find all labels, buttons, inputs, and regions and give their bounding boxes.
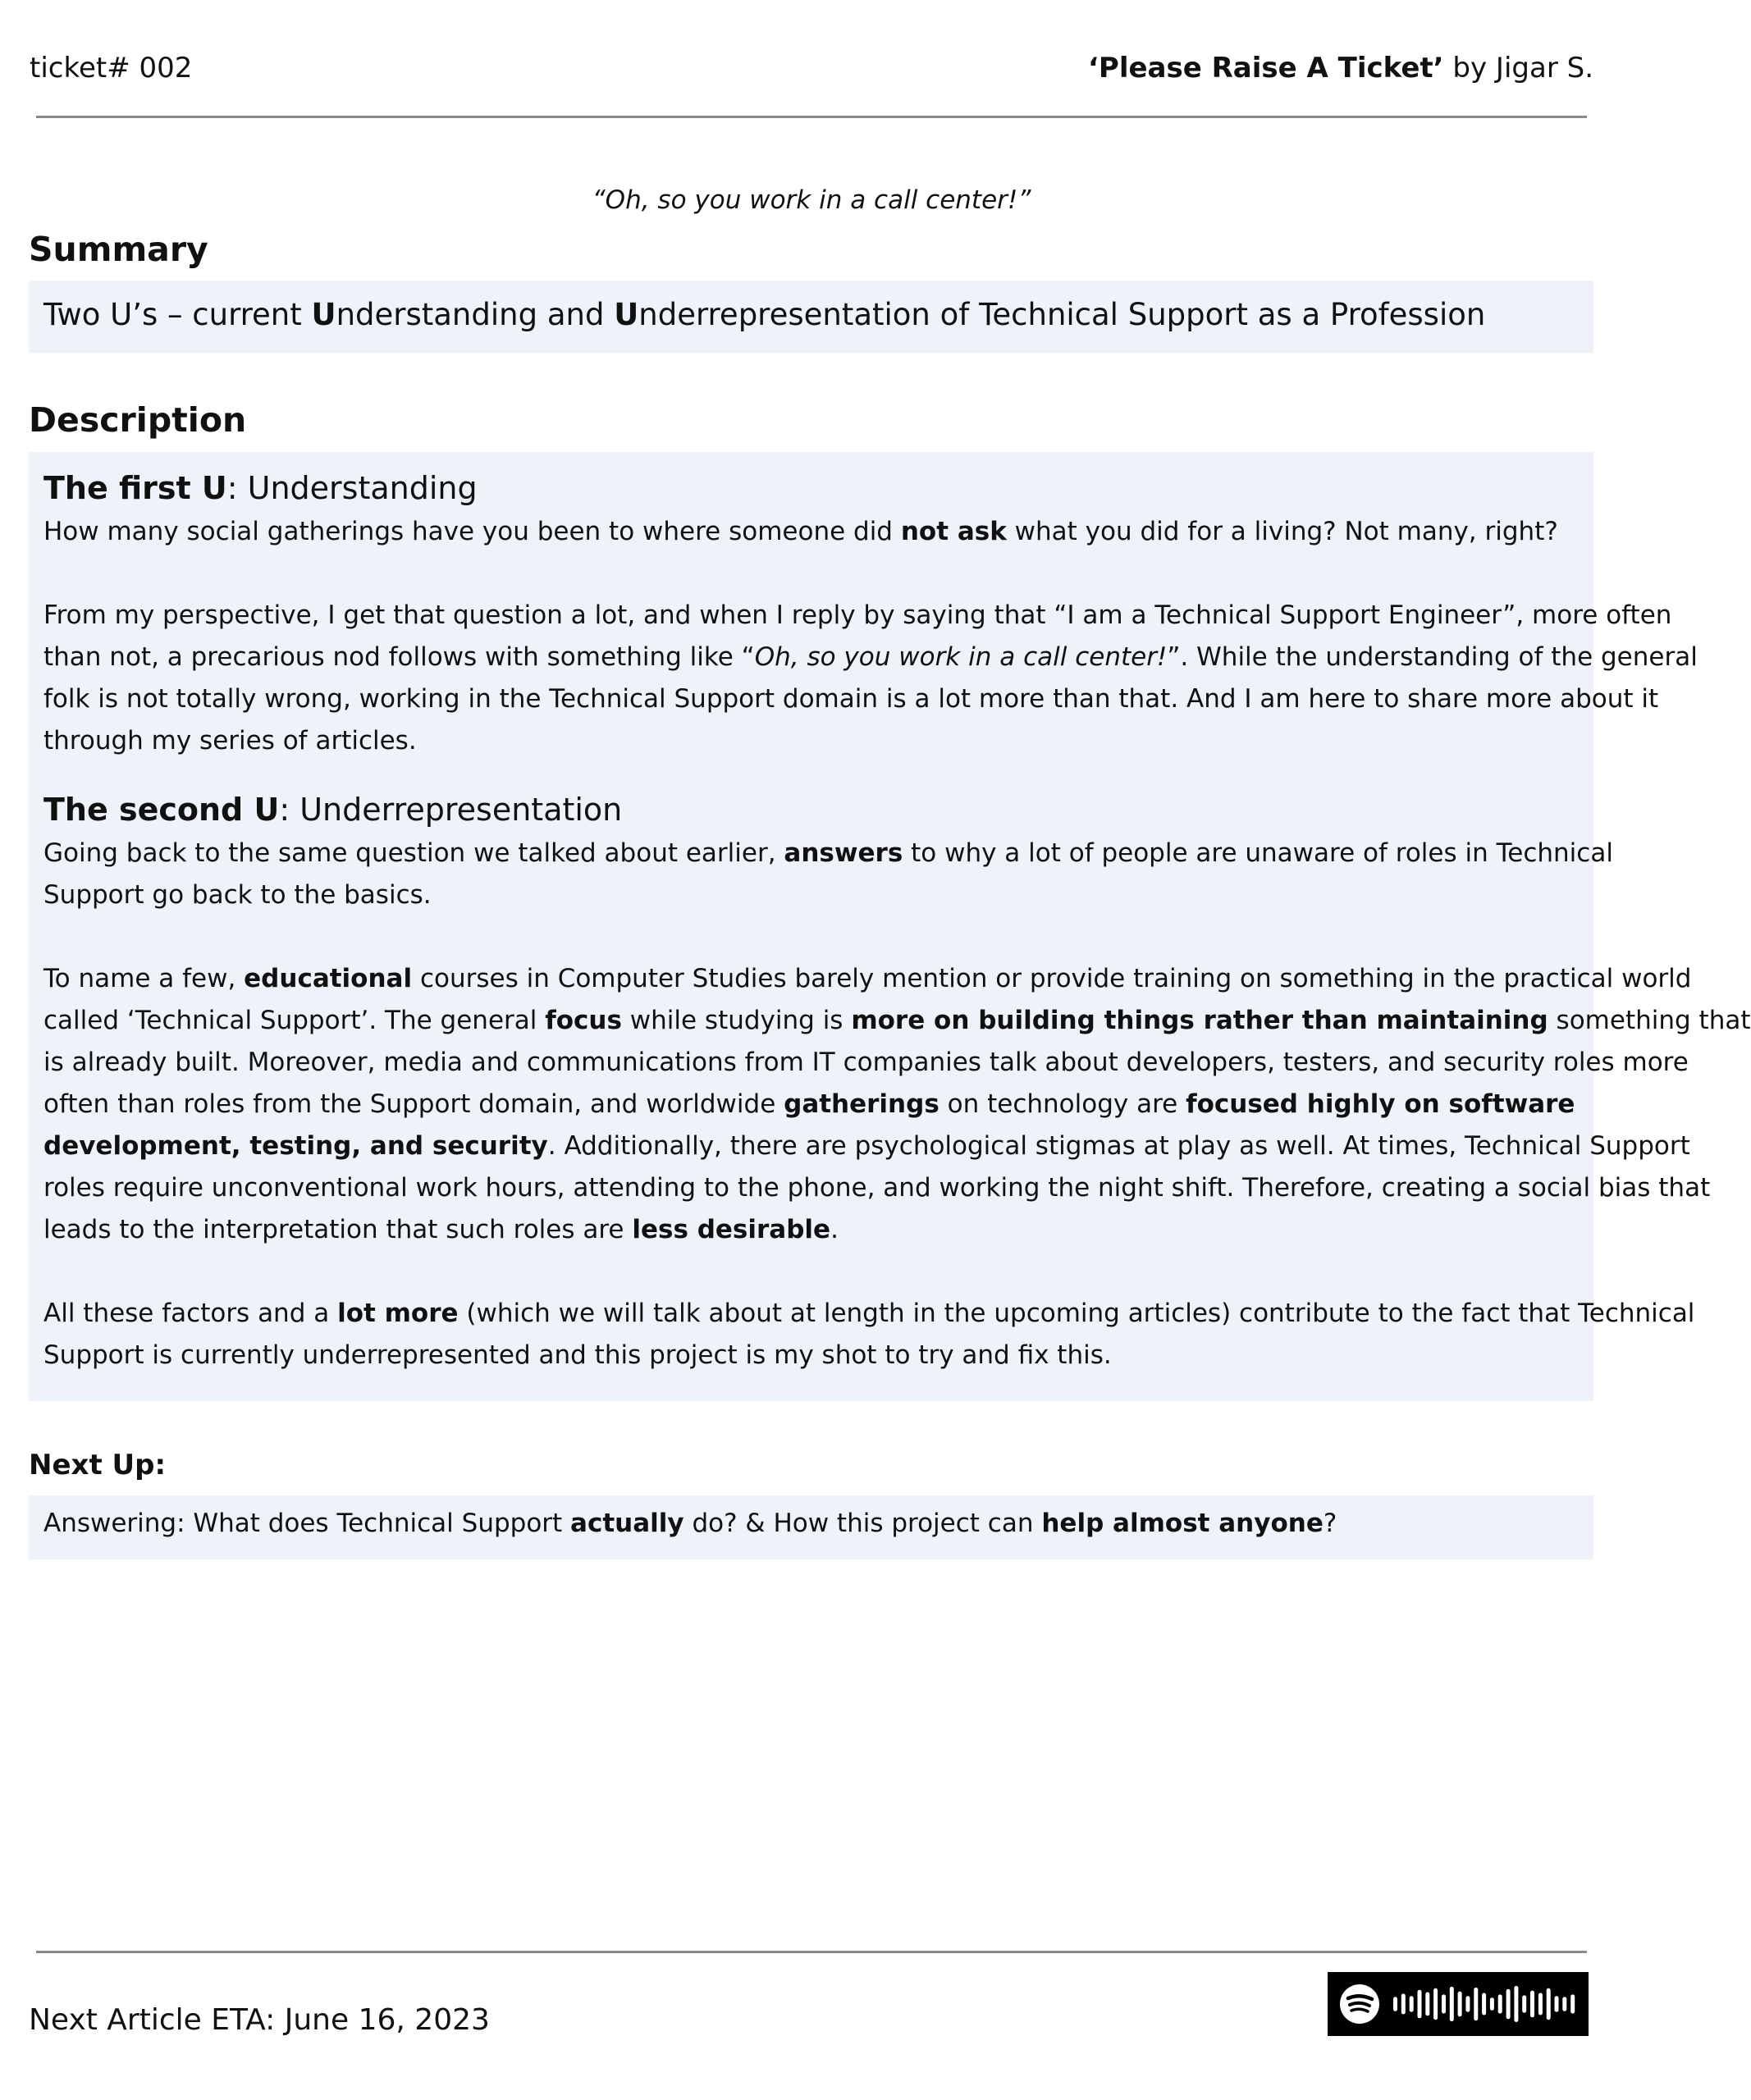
paragraph-line: often than roles from the Support domain, and worldwide gatherings on technology are focused highly on software	[43, 1089, 1575, 1119]
summary-text: nderstanding and	[336, 297, 615, 332]
spotify-code-bar	[1570, 1994, 1575, 2013]
spotify-code-bar	[1562, 1997, 1566, 2011]
next-up-box: Answering: What does Technical Support actually do? & How this project can help almost anyone?	[29, 1495, 1593, 1559]
spotify-code-bar	[1465, 1996, 1470, 2011]
summary-bold-u: U	[614, 297, 639, 332]
paragraph-line: called ‘Technical Support’. The general focus while studying is more on building things rather than maintaining something that	[43, 1006, 1751, 1035]
first-u-label: The first U	[43, 470, 227, 506]
first-u-heading	[43, 465, 1579, 511]
paragraph-line: All these factors and a lot more (which we will talk about at length in the upcoming articles) contribute to the fact that Technical	[43, 1299, 1695, 1328]
spotify-code-bar	[1506, 1989, 1511, 2020]
paragraph-line: leads to the interpretation that such roles are less desirable.	[43, 1215, 839, 1244]
spotify-code-bar	[1418, 1990, 1422, 2019]
summary-box	[29, 281, 1593, 353]
spotify-code-bar	[1433, 1988, 1438, 2020]
spotify-code-bar	[1530, 1991, 1534, 2018]
spotify-code-bar	[1410, 1996, 1414, 2011]
second-u-title: : Underrepresentation	[279, 792, 623, 828]
author: by Jigar S.	[1452, 52, 1593, 84]
spotify-code-bar	[1458, 1992, 1462, 2017]
series-title: ‘Please Raise A Ticket’	[1087, 52, 1444, 84]
summary-text: Two U’s – current	[43, 297, 312, 332]
spotify-code-bar	[1401, 1993, 1406, 2014]
paragraph-line: Going back to the same question we talked about earlier, answers to why a lot of people are unaware of roles in Technical	[43, 838, 1613, 868]
paragraph-line: development, testing, and security. Additionally, there are psychological stigmas at play as well. At times, Technical Support	[43, 1131, 1690, 1161]
paragraph: How many social gatherings have you been to where someone did not ask what you did for a living? Not many, right?	[43, 517, 1558, 546]
spotify-code-bar	[1482, 1993, 1486, 2016]
summary-bold-u: U	[311, 297, 336, 332]
paragraph-line: through my series of articles.	[43, 726, 417, 756]
spotify-code-bar	[1522, 1995, 1526, 2012]
header-divider	[36, 116, 1587, 118]
description-heading: Description	[29, 400, 247, 440]
spotify-code[interactable]	[1328, 1972, 1589, 2036]
spotify-icon	[1340, 1984, 1379, 2024]
spotify-code-graphic	[1328, 1972, 1589, 2036]
paragraph-line: folk is not totally wrong, working in the Technical Support domain is a lot more than that. And I am here to share more about it	[43, 684, 1659, 714]
second-u-label: The second U	[43, 792, 280, 828]
summary-text: nderrepresentation of Technical Support as a Profession	[638, 297, 1486, 332]
paragraph-line: is already built. Moreover, media and communications from IT companies talk about developers, testers, and security roles more	[43, 1048, 1689, 1077]
spotify-code-bar	[1514, 1986, 1518, 2022]
next-up-heading: Next Up:	[29, 1449, 167, 1481]
summary-heading: Summary	[29, 230, 208, 269]
paragraph-line: To name a few, educational courses in Computer Studies barely mention or provide training on something in the practical world	[43, 964, 1692, 993]
first-u-title: : Understanding	[226, 470, 478, 506]
spotify-code-bar	[1498, 1994, 1502, 2013]
byline	[1088, 52, 1593, 84]
spotify-code-bar	[1474, 1988, 1478, 2020]
description-box	[29, 452, 1751, 1401]
spotify-code-bar	[1538, 1993, 1543, 2016]
next-article-eta: Next Article ETA: June 16, 2023	[29, 2003, 490, 2037]
spotify-code-bar	[1555, 1996, 1559, 2011]
spotify-code-bars	[1393, 1986, 1575, 2022]
footer-divider	[36, 1951, 1587, 1953]
intro-quote: “Oh, so you work in a call center!”	[592, 185, 1031, 215]
paragraph-line: Support is currently underrepresented and this project is my shot to try and fix this.	[43, 1340, 1112, 1370]
ticket-number: ticket# 002	[30, 52, 193, 84]
paragraph-line: than not, a precarious nod follows with something like “Oh, so you work in a call center!”. While the understanding of the general	[43, 642, 1698, 672]
page-header	[30, 48, 1593, 89]
second-u-heading	[43, 787, 1579, 833]
spotify-code-bar	[1450, 1987, 1454, 2021]
spotify-code-bar	[1425, 1993, 1429, 2016]
spotify-code-bar	[1547, 1988, 1551, 2020]
paragraph-line: roles require unconventional work hours, attending to the phone, and working the night shift. Therefore, creating a social bias that	[43, 1173, 1711, 1203]
spotify-code-bar	[1442, 1994, 1446, 2013]
spotify-code-bar	[1393, 1997, 1397, 2011]
spotify-code-bar	[1490, 1997, 1494, 2011]
paragraph-line: Support go back to the basics.	[43, 880, 432, 910]
paragraph-line: From my perspective, I get that question a lot, and when I reply by saying that “I am a Technical Support Engineer”, more often	[43, 600, 1672, 630]
